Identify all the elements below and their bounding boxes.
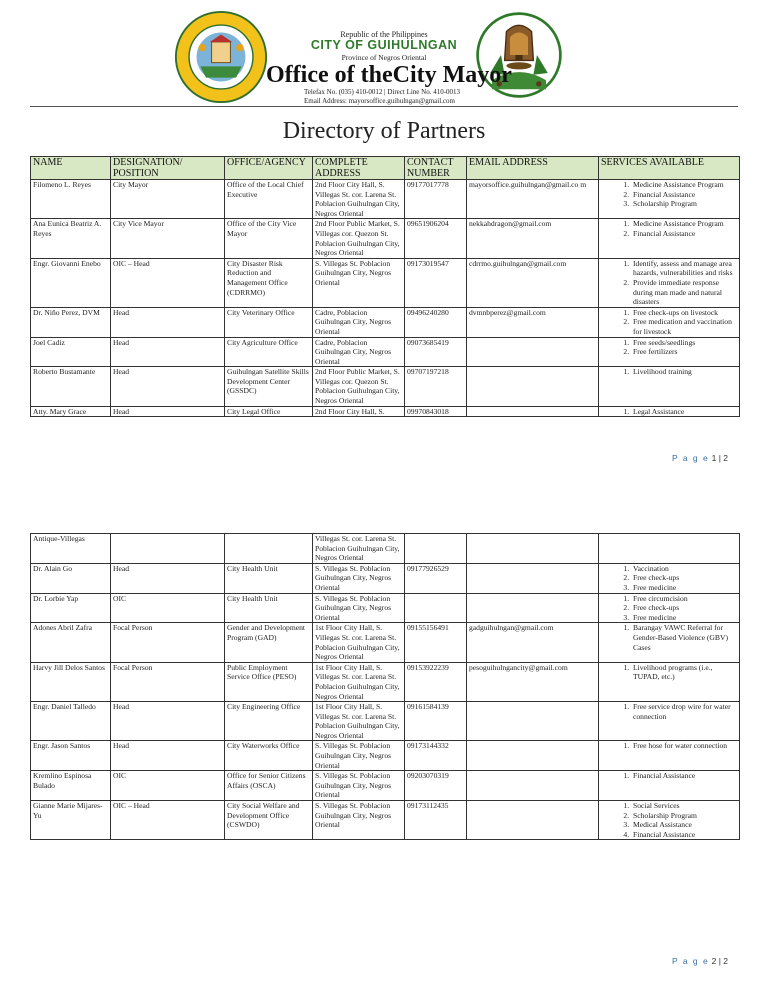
city-name: CITY OF GUIHULNGAN xyxy=(310,38,458,52)
cell-services xyxy=(599,623,740,662)
services-list xyxy=(601,801,737,839)
service-item: 1. Free circumcision xyxy=(631,594,737,604)
cell-address: 1st Floor City Hall, S. Villegas St. cor. Larena St. Poblacion Guihulngan City, Negros Oriental xyxy=(313,662,405,701)
cell-name: Adones Abril Zafra xyxy=(31,623,111,662)
cell-position: Focal Person xyxy=(111,662,225,701)
services-list xyxy=(601,308,737,337)
cell-office: City Legal Office xyxy=(225,406,313,417)
cell-name: Harvy Jill Delos Santos xyxy=(31,662,111,701)
cell-position: Head xyxy=(111,337,225,367)
cell-name: Ana Eunica Beatriz A. Reyes xyxy=(31,219,111,258)
services-list xyxy=(601,259,737,307)
cell-name: Roberto Bustamante xyxy=(31,367,111,406)
cell-contact: 09496240280 xyxy=(405,307,467,337)
services-list xyxy=(601,407,737,417)
cell-position: Head xyxy=(111,406,225,417)
cell-contact: 09177017778 xyxy=(405,180,467,219)
cell-office: Guihulngan Satellite Skills Development Center (GSSDC) xyxy=(225,367,313,406)
table-row xyxy=(31,180,740,219)
cell-email: cdrrmo.guihulngan@gmail.com xyxy=(467,258,599,307)
table-row xyxy=(31,623,740,662)
service-item: 1. Medicine Assistance Program xyxy=(631,219,737,229)
cell-name: Kremlino Espinosa Bulado xyxy=(31,771,111,801)
service-item: 1. Identify, assess and manage area hazards, vulnerabilities and risks xyxy=(631,259,737,278)
services-list xyxy=(601,219,737,238)
cell-email xyxy=(467,801,599,840)
cell-office: City Social Welfare and Development Office (CSWDO) xyxy=(225,801,313,840)
cell-email xyxy=(467,741,599,771)
cell-position: Head xyxy=(111,367,225,406)
cell-contact xyxy=(405,593,467,623)
cell-office: City Health Unit xyxy=(225,593,313,623)
cell-position: Focal Person xyxy=(111,623,225,662)
email-line: Email Address: mayorsoffice.guihulngan@gmail.com xyxy=(304,97,455,105)
cell-position: OIC – Head xyxy=(111,258,225,307)
col-header: CONTACT NUMBER xyxy=(405,157,467,180)
cell-contact xyxy=(405,534,467,564)
cell-contact: 09161584139 xyxy=(405,702,467,741)
cell-contact: 09173019547 xyxy=(405,258,467,307)
service-item: 1. Free hose for water connection xyxy=(631,741,737,751)
cell-position: City Vice Mayor xyxy=(111,219,225,258)
cell-office: City Veterinary Office xyxy=(225,307,313,337)
cell-office: City Waterworks Office xyxy=(225,741,313,771)
services-list xyxy=(601,663,737,682)
cell-contact: 09651906204 xyxy=(405,219,467,258)
service-item: 3. Medical Assistance xyxy=(631,820,737,830)
partners-table-page-1 xyxy=(30,156,740,417)
cell-services xyxy=(599,367,740,406)
cell-contact: 09155156491 xyxy=(405,623,467,662)
service-item: 2. Financial Assistance xyxy=(631,190,737,200)
cell-email: nekkahdragon@gmail.com xyxy=(467,219,599,258)
services-list xyxy=(601,702,737,721)
page-number-2 xyxy=(672,956,728,966)
cell-office: Office for Senior Citizens Affairs (OSCA) xyxy=(225,771,313,801)
cell-position: Head xyxy=(111,307,225,337)
service-item: 2. Free check-ups xyxy=(631,603,737,613)
cell-email: gadguihulngan@gmail.com xyxy=(467,623,599,662)
cell-name: Atty. Mary Grace xyxy=(31,406,111,417)
service-item: 4. Financial Assistance xyxy=(631,830,737,840)
col-header: DESIGNATION/ POSITION xyxy=(111,157,225,180)
cell-address: 1st Floor City Hall, S. Villegas St. cor. Larena St. Poblacion Guihulngan City, Negros Oriental xyxy=(313,623,405,662)
header-rule xyxy=(30,106,738,107)
cell-contact: 09970843018 xyxy=(405,406,467,417)
partners-table-page-2 xyxy=(30,533,740,840)
cell-position xyxy=(111,534,225,564)
cell-services xyxy=(599,741,740,771)
services-list xyxy=(601,623,737,652)
cell-address: S. Villegas St. Poblacion Guihulngan City, Negros Oriental xyxy=(313,741,405,771)
cell-name: Dr. Niño Perez, DVM xyxy=(31,307,111,337)
service-item: 2. Free check-ups xyxy=(631,573,737,583)
cell-email: pesoguihulngancity@gmail.com xyxy=(467,662,599,701)
cell-services xyxy=(599,219,740,258)
table-row xyxy=(31,258,740,307)
table-row xyxy=(31,337,740,367)
cell-name: Antique-Villegas xyxy=(31,534,111,564)
cell-services xyxy=(599,258,740,307)
cell-email xyxy=(467,771,599,801)
service-item: 2. Free fertilizers xyxy=(631,347,737,357)
cell-services xyxy=(599,662,740,701)
cell-address: S. Villegas St. Poblacion Guihulngan City, Negros Oriental xyxy=(313,593,405,623)
cell-name: Gianne Marie Mijares-Yu xyxy=(31,801,111,840)
cell-office: City Health Unit xyxy=(225,563,313,593)
table-row xyxy=(31,771,740,801)
page-count: 2 | 2 xyxy=(711,956,728,966)
cell-email: mayorsoffice.guihulngan@gmail.co m xyxy=(467,180,599,219)
republic-label: Republic of the Philippines xyxy=(340,30,428,39)
cell-services xyxy=(599,180,740,219)
cell-office: Public Employment Service Office (PESO) xyxy=(225,662,313,701)
page-label: P a g e xyxy=(671,453,710,463)
cell-name: Joel Cadiz xyxy=(31,337,111,367)
service-item: 3. Scholarship Program xyxy=(631,199,737,209)
cell-contact: 09707197218 xyxy=(405,367,467,406)
cell-office: Office of the Local Chief Executive xyxy=(225,180,313,219)
cell-office: City Engineering Office xyxy=(225,702,313,741)
cell-address: Cadre, Poblacion Guihulngan City, Negros Oriental xyxy=(313,337,405,367)
cell-office: Office of the City Vice Mayor xyxy=(225,219,313,258)
col-header: NAME xyxy=(31,157,111,180)
service-item: 3. Free medicine xyxy=(631,613,737,623)
service-item: 3. Free medicine xyxy=(631,583,737,593)
table-row xyxy=(31,702,740,741)
cell-contact: 09073685419 xyxy=(405,337,467,367)
page-label: P a g e xyxy=(671,956,710,966)
cell-address: S. Villegas St. Poblacion Guihulngan City, Negros Oriental xyxy=(313,801,405,840)
cell-name: Filomeno L. Reyes xyxy=(31,180,111,219)
cell-address: Cadre, Poblacion Guihulngan City, Negros Oriental xyxy=(313,307,405,337)
cell-services xyxy=(599,406,740,417)
cell-position: City Mayor xyxy=(111,180,225,219)
page-number-1 xyxy=(672,453,728,463)
col-header: COMPLETE ADDRESS xyxy=(313,157,405,180)
table-row xyxy=(31,662,740,701)
cell-position: OIC xyxy=(111,593,225,623)
page-title: Directory of Partners xyxy=(282,118,486,144)
cell-email xyxy=(467,593,599,623)
service-item: 1. Medicine Assistance Program xyxy=(631,180,737,190)
table-row xyxy=(31,534,740,564)
services-list xyxy=(601,741,737,751)
service-item: 1. Free service drop wire for water connection xyxy=(631,702,737,721)
cell-name: Dr. Lorbie Yap xyxy=(31,593,111,623)
cell-address: 2nd Floor City Hall, S. xyxy=(313,406,405,417)
cell-address: S. Villegas St. Poblacion Guihulngan City, Negros Oriental xyxy=(313,771,405,801)
cell-email xyxy=(467,337,599,367)
cell-position: OIC xyxy=(111,771,225,801)
table-row xyxy=(31,593,740,623)
table-row xyxy=(31,563,740,593)
telefax-line: Telefax No. (035) 410-0012 | Direct Line No. 410-0013 xyxy=(304,88,461,96)
services-list xyxy=(601,564,737,593)
table-row xyxy=(31,406,740,417)
cell-address: Villegas St. cor. Larena St. Poblacion Guihulngan City, Negros Oriental xyxy=(313,534,405,564)
table-body xyxy=(31,180,740,417)
service-item: 2. Free medication and vaccination for livestock xyxy=(631,317,737,336)
cell-contact: 09203070319 xyxy=(405,771,467,801)
cell-contact: 09177926529 xyxy=(405,563,467,593)
services-list xyxy=(601,338,737,357)
services-list xyxy=(601,594,737,623)
cell-contact: 09153922239 xyxy=(405,662,467,701)
table-row xyxy=(31,367,740,406)
services-list xyxy=(601,367,737,377)
cell-address: 2nd Floor City Hall, S. Villegas St. cor. Larena St. Poblacion Guihulngan City, Negros Oriental xyxy=(313,180,405,219)
cell-position: OIC – Head xyxy=(111,801,225,840)
service-item: 1. Social Services xyxy=(631,801,737,811)
table-row xyxy=(31,307,740,337)
cell-address: 2nd Floor Public Market, S. Villegas cor. Quezon St. Poblacion Guihulngan City, Negros Oriental xyxy=(313,219,405,258)
page-count: 1 | 2 xyxy=(711,453,728,463)
service-item: 2. Financial Assistance xyxy=(631,229,737,239)
cell-office: Gender and Development Program (GAD) xyxy=(225,623,313,662)
cell-email xyxy=(467,702,599,741)
cell-name: Dr. Alain Go xyxy=(31,563,111,593)
col-header: EMAIL ADDRESS xyxy=(467,157,599,180)
cell-email xyxy=(467,563,599,593)
cell-email: dvmnbperez@gmail.com xyxy=(467,307,599,337)
cell-position: Head xyxy=(111,741,225,771)
office-title: Office of theCity Mayor xyxy=(266,62,512,88)
cell-name: Engr. Jason Santos xyxy=(31,741,111,771)
table-row xyxy=(31,219,740,258)
cell-services xyxy=(599,337,740,367)
cell-address: S. Villegas St. Poblacion Guihulngan City, Negros Oriental xyxy=(313,563,405,593)
service-item: 1. Barangay VAWC Referral for Gender-Based Violence (GBV) Cases xyxy=(631,623,737,652)
cell-email xyxy=(467,367,599,406)
table-header-row xyxy=(31,157,740,180)
cell-services xyxy=(599,307,740,337)
col-header: OFFICE/AGENCY xyxy=(225,157,313,180)
cell-address: 1st Floor City Hall, S. Villegas St. cor. Larena St. Poblacion Guihulngan City, Negros Oriental xyxy=(313,702,405,741)
cell-contact: 09173112435 xyxy=(405,801,467,840)
table-body xyxy=(31,534,740,840)
cell-services xyxy=(599,593,740,623)
cell-services xyxy=(599,801,740,840)
cell-services xyxy=(599,563,740,593)
cell-email xyxy=(467,406,599,417)
table-row xyxy=(31,801,740,840)
cell-contact: 09173144332 xyxy=(405,741,467,771)
cell-position: Head xyxy=(111,702,225,741)
service-item: 1. Livelihood programs (i.e., TUPAD, etc.) xyxy=(631,663,737,682)
services-list xyxy=(601,180,737,209)
cell-position: Head xyxy=(111,563,225,593)
service-item: 1. Financial Assistance xyxy=(631,771,737,781)
cell-name: Engr. Daniel Talledo xyxy=(31,702,111,741)
cell-office: City Agriculture Office xyxy=(225,337,313,367)
cell-address: 2nd Floor Public Market, S. Villegas cor. Quezon St. Poblacion Guihulngan City, Negros Oriental xyxy=(313,367,405,406)
cell-services xyxy=(599,702,740,741)
service-item: 2. Provide immediate response during man made and natural disasters xyxy=(631,278,737,307)
province-label: Province of Negros Oriental xyxy=(341,53,427,62)
cell-services xyxy=(599,771,740,801)
col-header: SERVICES AVAILABLE xyxy=(599,157,740,180)
cell-office xyxy=(225,534,313,564)
service-item: 1. Legal Assistance xyxy=(631,407,737,417)
service-item: 1. Free check-ups on livestock xyxy=(631,308,737,318)
cell-name: Engr. Giovanni Enebo xyxy=(31,258,111,307)
cell-email xyxy=(467,534,599,564)
service-item: 1. Free seeds/seedlings xyxy=(631,338,737,348)
services-list xyxy=(601,771,737,781)
service-item: 2. Scholarship Program xyxy=(631,811,737,821)
cell-office: City Disaster Risk Reduction and Management Office (CDRRMO) xyxy=(225,258,313,307)
cell-services xyxy=(599,534,740,564)
table-row xyxy=(31,741,740,771)
service-item: 1. Vaccination xyxy=(631,564,737,574)
service-item: 1. Livelihood training xyxy=(631,367,737,377)
cell-address: S. Villegas St. Poblacion Guihulngan City, Negros Oriental xyxy=(313,258,405,307)
